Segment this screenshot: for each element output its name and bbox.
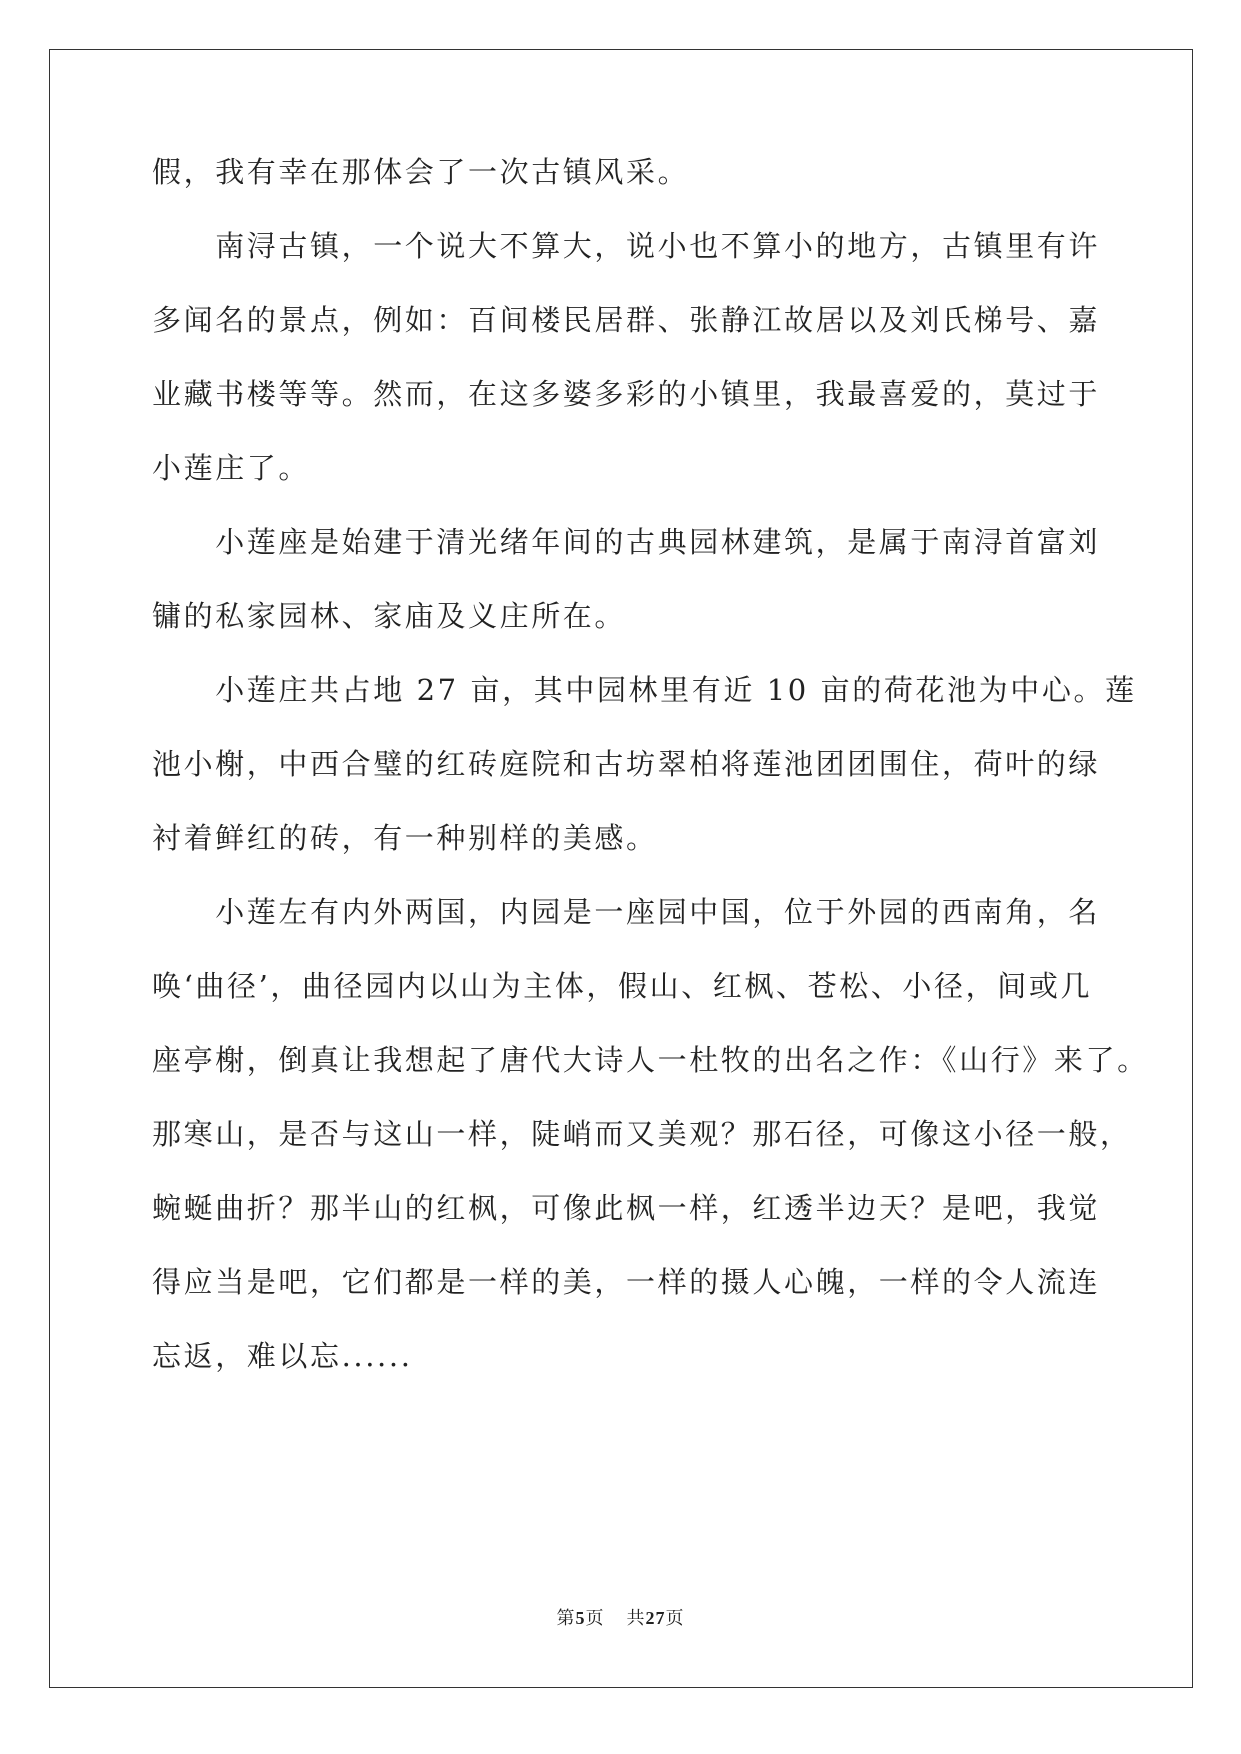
text-line: 衬着鲜红的砖，有一种别样的美感。 bbox=[152, 821, 658, 855]
total-suffix: 页 bbox=[665, 1608, 685, 1629]
text-line: 蜿蜒曲折？那半山的红枫，可像此枫一样，红透半边天？是吧，我觉 bbox=[152, 1191, 1101, 1225]
text-line: 唤‘曲径’，曲径园内以山为主体，假山、红枫、苍松、小径，间或几 bbox=[152, 969, 1093, 1003]
text-line: 座亭榭，倒真让我想起了唐代大诗人一杜牧的出名之作：《山行》来了。 bbox=[152, 1043, 1149, 1077]
text-line: 多闻名的景点，例如：百间楼民居群、张静江故居以及刘氏梯号、嘉 bbox=[152, 303, 1101, 337]
text-line: 得应当是吧，它们都是一样的美，一样的摄人心魄，一样的令人流连 bbox=[152, 1265, 1101, 1299]
text-line: 忘返，难以忘...... bbox=[152, 1339, 413, 1373]
total-pages: 27 bbox=[645, 1608, 666, 1628]
page-prefix: 第 bbox=[556, 1608, 576, 1629]
text-line: 业藏书楼等等。然而，在这多婆多彩的小镇里，我最喜爱的，莫过于 bbox=[152, 377, 1101, 411]
text-line: 假，我有幸在那体会了一次古镇风采。 bbox=[152, 155, 690, 189]
text-line: 南浔古镇，一个说大不算大，说小也不算小的地方，古镇里有许 bbox=[152, 229, 1101, 263]
text-line: 镛的私家园林、家庙及义庄所在。 bbox=[152, 599, 627, 633]
text-line: 池小榭，中西合璧的红砖庭院和古坊翠柏将莲池团团围住，荷叶的绿 bbox=[152, 747, 1101, 781]
text-line: 小莲座是始建于清光绪年间的古典园林建筑，是属于南浔首富刘 bbox=[152, 525, 1101, 559]
text-line: 小莲左有内外两国，内园是一座园中国，位于外园的西南角，名 bbox=[152, 895, 1101, 929]
text-line: 那寒山，是否与这山一样，陡峭而又美观？那石径，可像这小径一般， bbox=[152, 1117, 1132, 1151]
total-prefix: 共 bbox=[626, 1608, 646, 1629]
page-suffix: 页 bbox=[585, 1608, 605, 1629]
page-number: 5 bbox=[575, 1608, 586, 1628]
text-line: 小莲庄共占地 27 亩，其中园林里有近 10 亩的荷花池为中心。莲 bbox=[152, 673, 1137, 707]
page-footer bbox=[0, 1606, 1241, 1631]
page-border bbox=[49, 49, 1193, 1688]
text-line: 小莲庄了。 bbox=[152, 451, 311, 485]
